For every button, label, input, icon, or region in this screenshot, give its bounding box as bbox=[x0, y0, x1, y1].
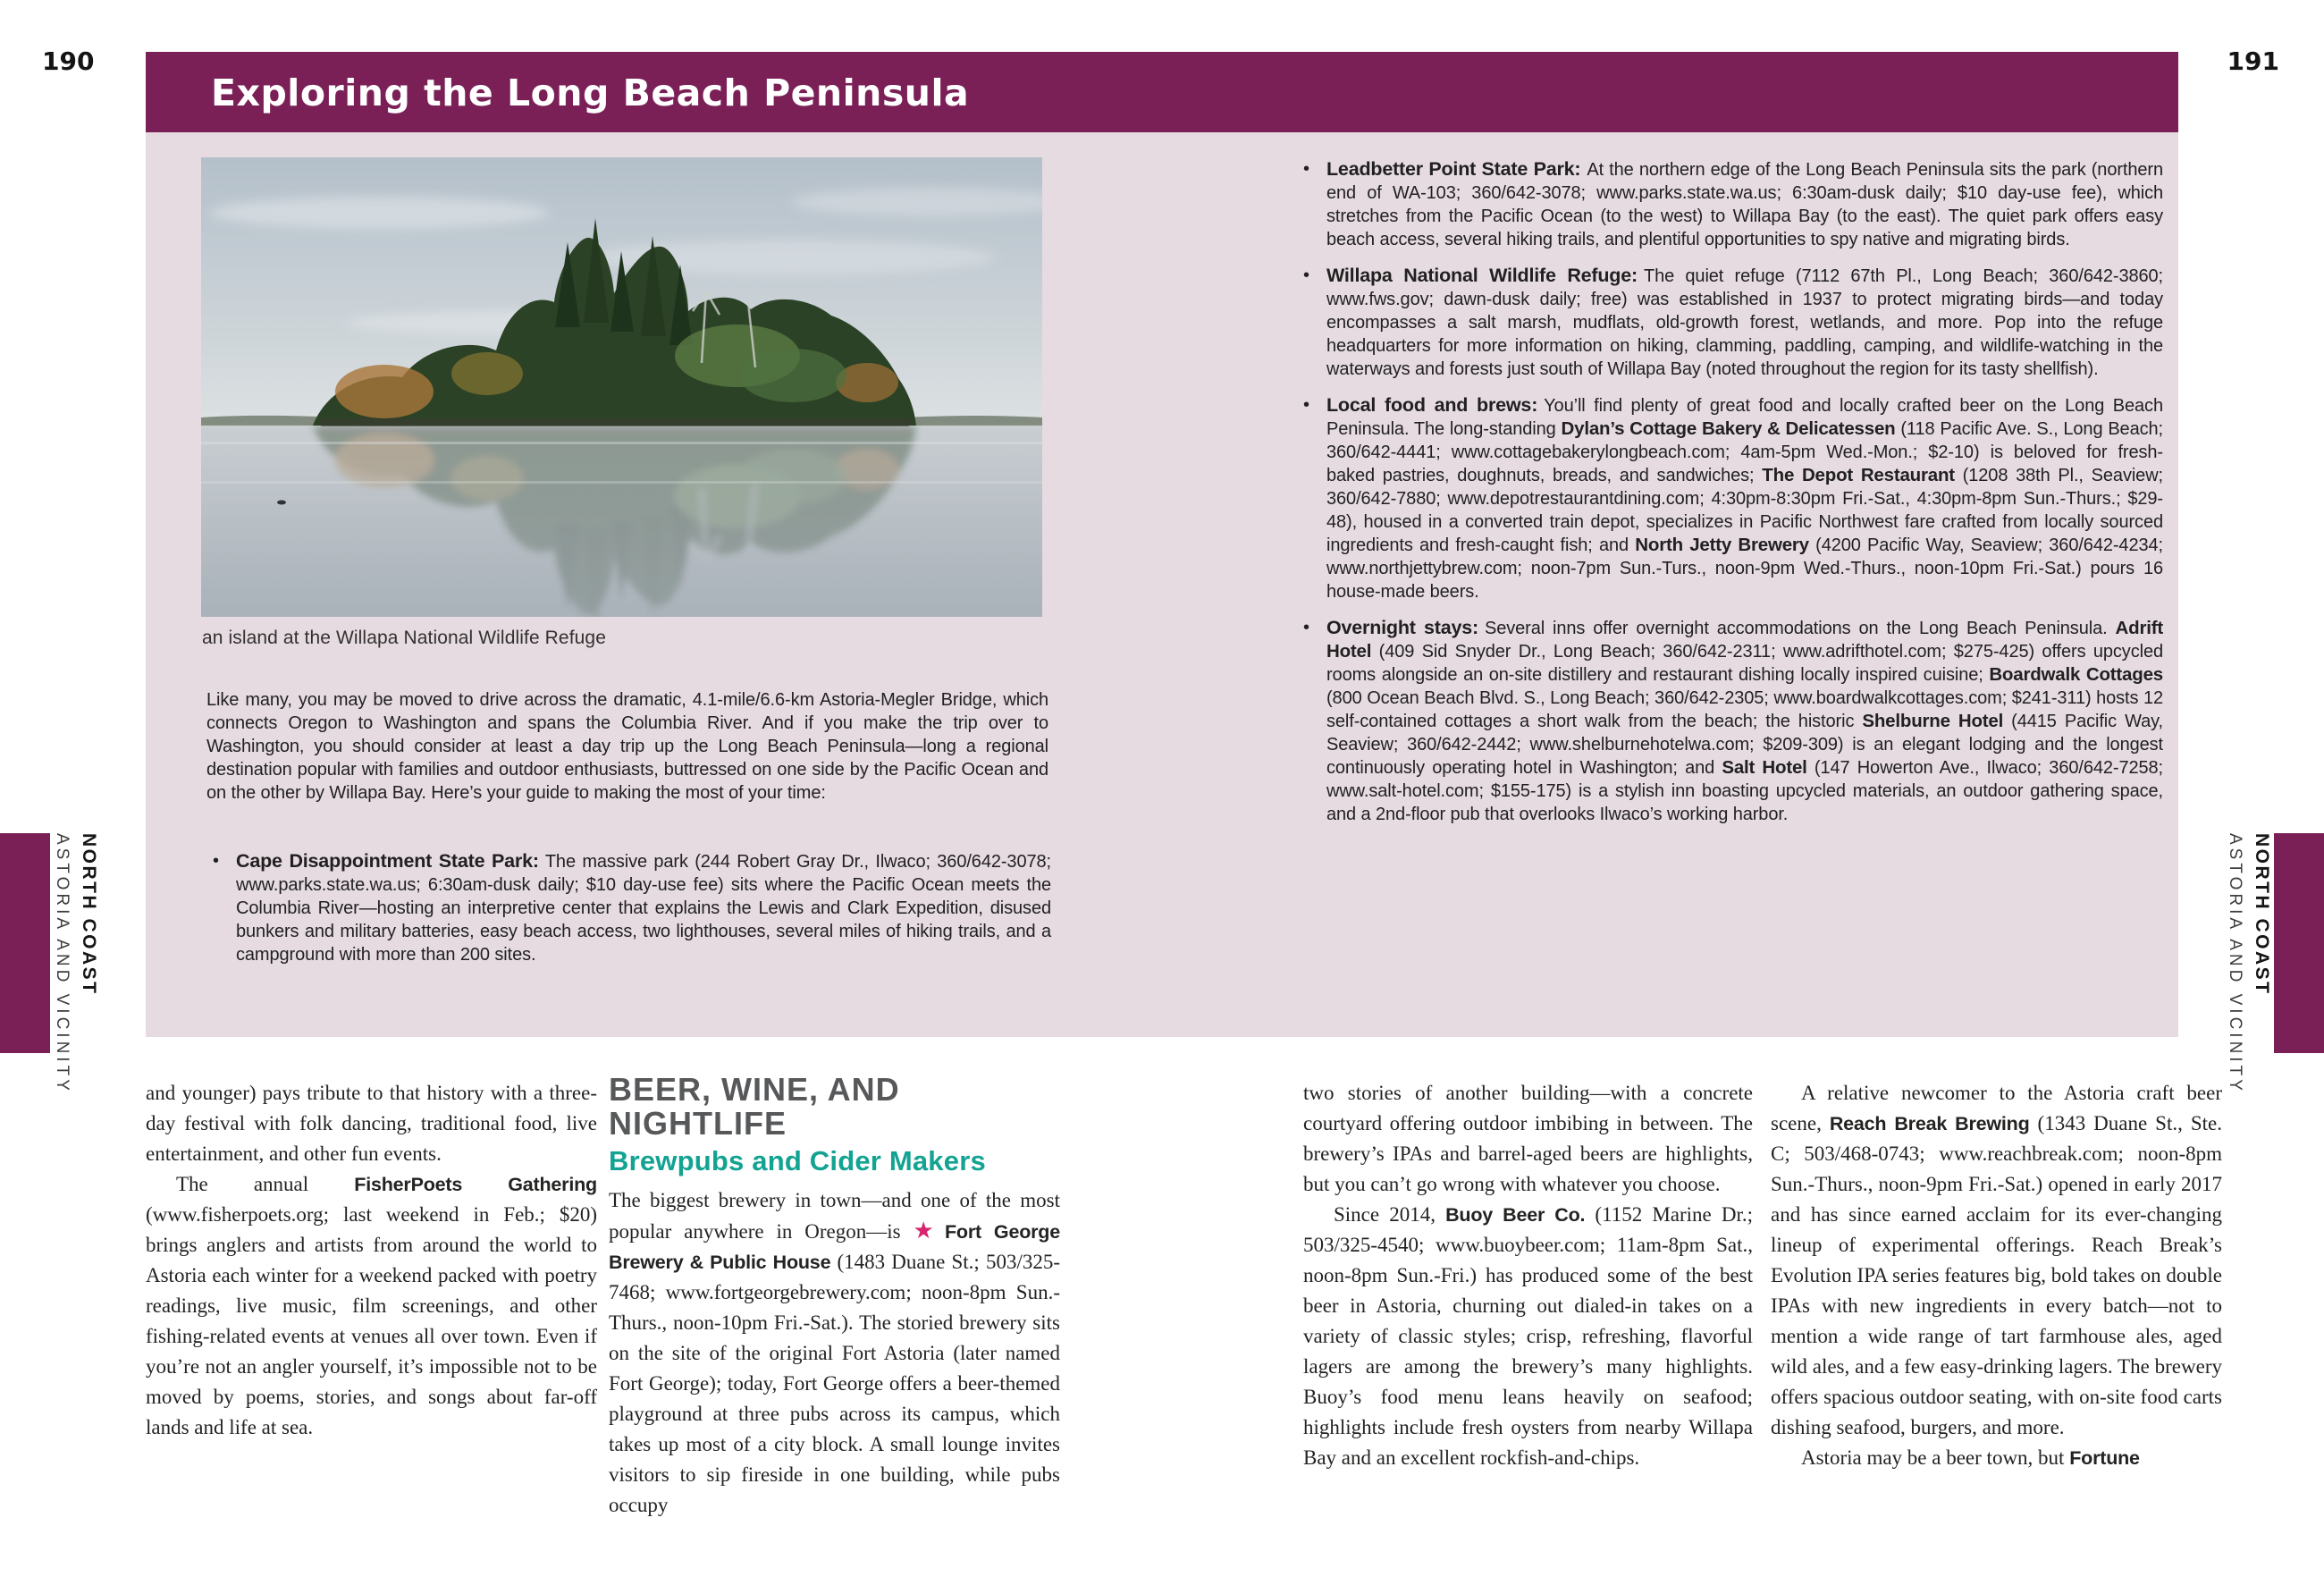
page-number-right: 191 bbox=[2227, 46, 2279, 76]
bullet-marker: • bbox=[1303, 618, 1310, 637]
body-column-2 bbox=[609, 1073, 1060, 1521]
paragraph: The annual FisherPoets Gathering (www.fisherpoets.org; last weekend in Feb.; $20) brings anglers and artists from around the world to Astoria each winter for a weekend packed with poetry readings, live music, film screenings, and other fishing-related events at venues all over town. Even if you’re not an angler yourself, it’s impossible not to be moved by poems, stories, and songs about far-off lands and life at sea. bbox=[146, 1173, 597, 1438]
chapter-tab-left bbox=[0, 833, 50, 1053]
bullet-title: Leadbetter Point State Park: bbox=[1326, 158, 1581, 180]
bullet-description: Several inns offer overnight accommodations on the Long Beach Peninsula. Adrift Hotel (409 Sid Snyder Dr., Long Beach; 360/642-2311; www.adrifthotel.com; $275-425) offers upcycled rooms alongside an on-site distillery and restaurant dishing locally inspired cuisine; Boardwalk Cottages (800 Ocean Beach Blvd. S., Long Beach; 360/642-2305; www.boardwalkcottages.com; $241-311) hosts 12 self-contained cottages a short walk from the beach; the historic Shelburne Hotel (4415 Pacific Way, Seaview; 360/642-2442; www.shelburnehotelwa.com; $209-309) is an elegant lodging and the longest continuously operating hotel in Washington; and Salt Hotel (147 Howerton Ave., Ilwaco; 360/642-7258; www.salt-hotel.com; $155-175) is a stylish inn boasting upcycled materials, an outdoor gathering space, and a 2nd-floor pub that overlooks Ilwaco’s working harbor. bbox=[1326, 618, 2164, 824]
tab-region-label: NORTH COAST bbox=[79, 833, 99, 996]
photo-shimmer bbox=[201, 442, 1042, 444]
chapter-tab-label-right bbox=[2222, 833, 2275, 1128]
bullet-text bbox=[1326, 393, 2163, 603]
paragraph: two stories of another building—with a concrete courtyard offering outdoor imbibing in between. The brewery’s IPAs and barrel-aged beers are highlights, but you can’t go wrong with whatever you choose. bbox=[1303, 1082, 1753, 1195]
bullet-item-leadbetter bbox=[1303, 157, 2163, 251]
bullet-title: Overnight stays: bbox=[1326, 617, 1478, 638]
bullet-marker: • bbox=[213, 851, 220, 871]
section-header-bar bbox=[146, 52, 2178, 132]
page-number-left: 190 bbox=[42, 46, 95, 76]
bullet-text bbox=[236, 849, 1051, 966]
bullet-description: You’ll find plenty of great food and locally crafted beer on the Long Beach Peninsula. The long-standing Dylan’s Cottage Bakery & Delicatessen (118 Pacific Ave. S., Long Beach; 360/642-4441; www.cottagebakerylongbeach.com; 4am-5pm Wed.-Mon.; $2-10) is beloved for fresh-baked pastries, doughnuts, breads, and sandwiches; The Depot Restaurant (1208 38th Pl., Seaview; 360/642-7880; www.depotrestaurantdining.com; 4:30pm-8:30pm Fri.-Sat., 4:30pm-8pm Sun.-Thurs.; $29-48), housed in a converted train depot, specializes in Pacific Northwest fare crafted from locally sourced ingredients and fresh-caught fish; and North Jetty Brewery (4200 Pacific Way, Seaview; 360/642-4234; www.northjettybrew.com; noon-7pm Sun.-Turs., noon-9pm Wed.-Thurs., noon-10pm Fri.-Sat.) pours 16 house-made beers. bbox=[1326, 396, 2164, 602]
paragraph: Astoria may be a beer town, but Fortune bbox=[1801, 1446, 2140, 1469]
bullet-description: The massive park (244 Robert Gray Dr., Ilwaco; 360/642-3078; www.parks.state.wa.us; 6:30am-dusk daily; $10 day-use fee) sits where the Pacific Ocean meets the Columbia River—hosting an interpretive center that explains the Lewis and Clark Expedition, disused bunkers and military batteries, easy beach access, two lighthouses, several miles of hiking trails, and a campground with more than 200 sites. bbox=[236, 852, 1051, 965]
bullet-title: Willapa National Wildlife Refuge: bbox=[1326, 265, 1638, 286]
bullet-description: At the northern edge of the Long Beach Peninsula sits the park (northern end of WA-103; 360/642-3078; www.parks.state.wa.us; 6:30am-dusk daily; $10 day-use fee), which stretches from the Pacific Ocean (to the west) to Willapa Bay (to the east). The quiet park offers easy beach access, several hiking trails, and plentiful opportunities to spy native and migrating birds. bbox=[1326, 160, 2163, 249]
paragraph: and younger) pays tribute to that history with a three-day festival with folk dancing, traditional food, live entertainment, and other fun events. bbox=[146, 1082, 597, 1165]
photo-bird bbox=[277, 501, 286, 505]
paragraph: Since 2014, Buoy Beer Co. (1152 Marine Dr.; 503/325-4540; www.buoybeer.com; 11am-8pm Sat., noon-8pm Sun.-Fri.) has produced some of the best beer in Astoria, churning out dialed-in takes on a variety of classic styles; crisp, refreshing, flavorful lagers are among the brewery’s many highlights. Buoy’s food menu leans heavily on seafood; highlights include fresh oysters from nearby Willapa Bay and an excellent rockfish-and-chips. bbox=[1303, 1203, 1753, 1469]
island-photo bbox=[201, 157, 1042, 617]
photo-caption: an island at the Willapa National Wildlife Refuge bbox=[202, 628, 606, 648]
body-column-4 bbox=[1771, 1078, 2222, 1473]
photo-water-fade bbox=[201, 426, 1042, 617]
body-column-1 bbox=[146, 1078, 597, 1443]
section-title: Exploring the Long Beach Peninsula bbox=[211, 72, 970, 114]
bullet-item-willapa-refuge bbox=[1303, 264, 2163, 381]
paragraph: The biggest brewery in town—and one of the most popular anywhere in Oregon—is ★ Fort George Brewery & Public House (1483 Duane St.; 503/325-7468; www.fortgeorgebrewery.com; noon-8pm Sun.-Thurs., noon-10pm Fri.-Sat.). The storied brewery sits on the site of the original Fort Astoria (later named Fort George); today, Fort George offers a beer-themed playground at three pubs across its campus, which takes up most of a city block. A small lounge invites visitors to sip fireside in one building, while pubs occupy bbox=[609, 1189, 1060, 1516]
section-heading: BEER, WINE, AND NIGHTLIFE bbox=[609, 1071, 900, 1142]
bullet-item-local-food bbox=[1303, 393, 2163, 603]
chapter-tab-label-left bbox=[49, 833, 102, 1128]
feature-box bbox=[146, 132, 2178, 1037]
tab-area-label: ASTORIA AND VICINITY bbox=[53, 833, 72, 1094]
chapter-tab-right bbox=[2274, 833, 2324, 1053]
bullet-title: Local food and brews: bbox=[1326, 394, 1538, 416]
bullet-text bbox=[1326, 616, 2163, 826]
paragraph: A relative newcomer to the Astoria craft beer scene, Reach Break Brewing (1343 Duane St., Ste. C; 503/468-0743; www.reachbreak.com; noon-8pm Sun.-Thurs., noon-9pm Fri.-Sat.) opened in early 2017 and has since earned acclaim for its ever-changing lineup of experimental offerings. Reach Break’s Evolution IPA series features big, bold takes on double IPAs with new ingredients in every batch—not to mention a wide range of tart farmhouse ales, aged wild ales, and a few easy-drinking lagers. The brewery offers spacious outdoor seating, with on-site food carts dishing seafood, burgers, and more. bbox=[1771, 1082, 2222, 1438]
feature-box-right-column bbox=[1303, 157, 2163, 839]
bullet-marker: • bbox=[1303, 395, 1310, 415]
intro-paragraph: Like many, you may be moved to drive across the dramatic, 4.1-mile/6.6-km Astoria-Megler Bridge, which connects Oregon to Washington and spans the Columbia River. And if you make the trip over to Washington, you should consider at least a day trip up the Long Beach Peninsula—long a regional destination popular with families and outdoor enthusiasts, buttressed on one side by the Pacific Ocean and on the other by Willapa Bay. Here’s your guide to making the most of your time: bbox=[206, 690, 1048, 803]
bullet-title: Cape Disappointment State Park: bbox=[236, 850, 539, 872]
bullet-item-overnight-stays bbox=[1303, 616, 2163, 826]
bullet-description: The quiet refuge (7112 67th Pl., Long Beach; 360/642-3860; www.fws.gov; dawn-dusk daily; free) was established in 1937 to protect migrating birds—and today encompasses a salt marsh, mudflats, old-growth forest, wetlands, and more. Pop into the refuge headquarters for more information on hiking, clamming, paddling, camping, and wildlife-watching in the waterways and forests just south of Willapa Bay (noted throughout the region for its tasty shellfish). bbox=[1326, 266, 2163, 379]
bullet-marker: • bbox=[1303, 266, 1310, 285]
bullet-text bbox=[1326, 157, 2163, 251]
tab-region-label: NORTH COAST bbox=[2252, 833, 2272, 996]
bullet-marker: • bbox=[1303, 159, 1310, 179]
photo-shimmer bbox=[201, 481, 1042, 484]
subsection-heading: Brewpubs and Cider Makers bbox=[609, 1145, 986, 1176]
bullet-item-cape-disappointment bbox=[213, 849, 1051, 966]
star-icon: ★ bbox=[913, 1218, 941, 1244]
body-column-3 bbox=[1303, 1078, 1753, 1473]
tab-area-label: ASTORIA AND VICINITY bbox=[2226, 833, 2244, 1094]
bullet-text bbox=[1326, 264, 2163, 381]
